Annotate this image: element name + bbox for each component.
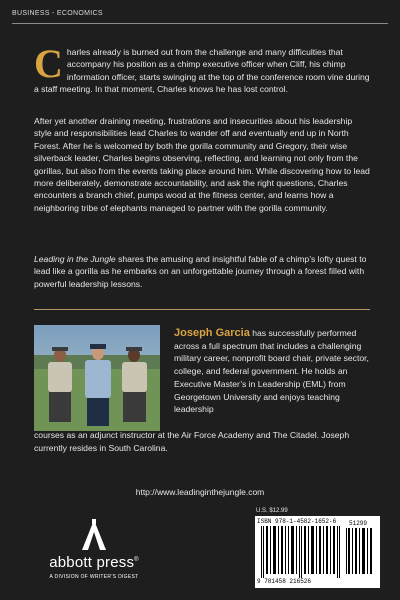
publisher-name bbox=[44, 554, 144, 571]
author-name: Joseph Garcia bbox=[174, 327, 250, 339]
book-category: BUSINESS - ECONOMICS bbox=[12, 10, 103, 17]
publisher-name-text: abbott press bbox=[49, 554, 135, 571]
price-addon-number: 51299 bbox=[349, 520, 368, 527]
book-title-italic: Leading in the Jungle bbox=[34, 254, 116, 264]
barcode-digits: 9 781458 216526 bbox=[257, 578, 312, 585]
blurb-paragraph-1 bbox=[34, 41, 370, 96]
drop-cap: C bbox=[34, 41, 63, 86]
author-bio bbox=[174, 327, 376, 416]
isbn-barcode bbox=[255, 516, 380, 588]
publisher-subtitle: A DIVISION OF WRITER’S DIGEST bbox=[49, 574, 139, 580]
section-divider bbox=[34, 309, 370, 310]
price-label: U.S. $12.99 bbox=[256, 508, 288, 514]
trademark-symbol: ® bbox=[134, 557, 139, 563]
blurb-paragraph-3 bbox=[34, 253, 370, 290]
author-bio-text-1: has successfully performed across a full spectrum that includes a challenging military career, nonprofit board chair, private sector, college, and federal government. He holds an Executive Master’s in Leadership (EML) from Georgetown University and enjoys teaching leadership bbox=[174, 328, 369, 415]
abbott-triangle-icon bbox=[44, 518, 144, 554]
author-bio-continued: courses as an adjunct instructor at the Air Force Academy and The Citadel. Joseph currently resides in South Carolina. bbox=[34, 430, 350, 453]
blurb-paragraph-3-text: shares the amusing and insightful fable of a chimp’s lofty quest to lead like a gorilla as he embarks on an unforgettable journey through a forest filled with powerful leadership lessons. bbox=[34, 254, 367, 289]
author-photo bbox=[34, 325, 160, 431]
blurb-paragraph-2: After yet another draining meeting, frustrations and insecurities about his leadership style and responsibilities lead Charles to wander off and eventually end up in North Forest. After he is welcomed by both the gorilla community and Gregory, their wise silverback leader, Charles begins observing, reflecting, and learning not only from the gorillas, but also from the events taking place around him. While discovering how to lead more deliberately, demonstrate accountability, and ask the right questions, Charles encounters a branch chief, pumps wood at the fitness center, and learns how a neighboring tribe of elephants managed to partner with the gorilla community. bbox=[34, 116, 370, 213]
barcode-bars bbox=[259, 526, 343, 578]
isbn-text: ISBN 978-1-4582-1652-6 bbox=[257, 518, 337, 525]
top-divider bbox=[12, 23, 388, 24]
publisher-logo bbox=[44, 518, 164, 588]
addon-barcode-bars bbox=[345, 528, 375, 574]
website-url[interactable]: http://www.leadinginthejungle.com bbox=[135, 487, 265, 497]
blurb-paragraph-1-text: harles already is burned out from the challenge and many difficulties that accompany his position as a chimp executive officer when Cliff, his chimp information officer, starts swinging at the top of the conference room vine during a staff meeting. In that moment, Charles knows he has lost control. bbox=[34, 47, 370, 95]
